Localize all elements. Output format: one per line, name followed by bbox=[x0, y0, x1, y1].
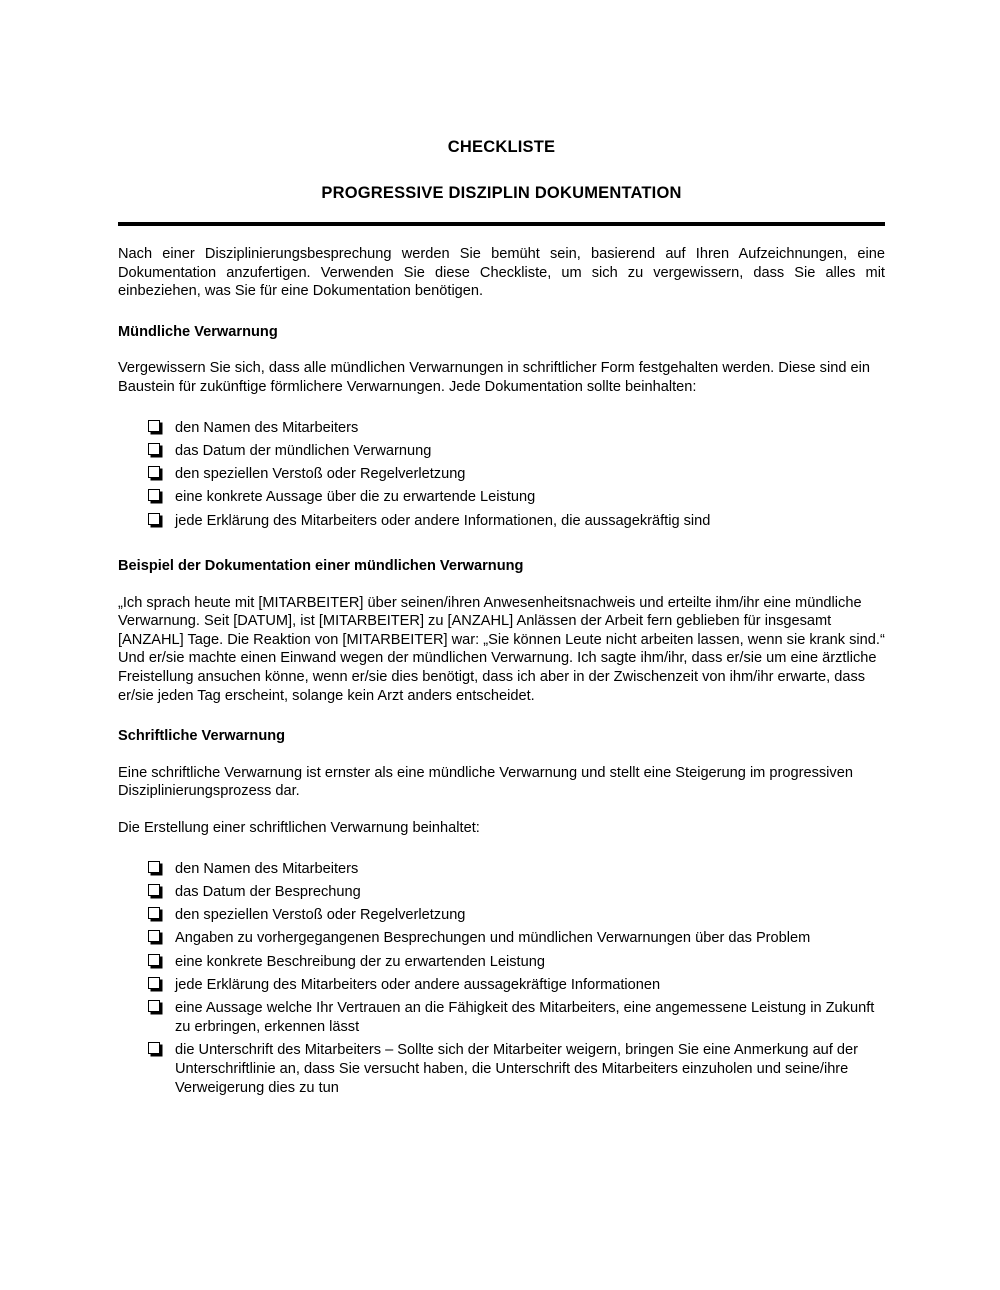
list-item-label: Angaben zu vorhergegangenen Besprechungen und mündlichen Verwarnungen über das Problem bbox=[175, 930, 811, 947]
list-item[interactable] bbox=[118, 976, 885, 995]
list-item[interactable] bbox=[118, 1041, 885, 1097]
intro-paragraph: Nach einer Disziplinierungsbesprechung werden Sie bemüht sein, basierend auf Ihren Aufzeichnungen, eine Dokumentation anzufertigen. Verwenden Sie diese Checkliste, um sich zu vergewissern, dass Sie alles mit einbeziehen, was Sie für eine Dokumentation benötigen. bbox=[118, 246, 885, 300]
checkbox-icon[interactable] bbox=[148, 930, 160, 942]
section-heading-example: Beispiel der Dokumentation einer mündlichen Verwarnung bbox=[118, 558, 524, 575]
checkbox-icon[interactable] bbox=[148, 443, 160, 455]
list-item[interactable] bbox=[118, 488, 885, 507]
list-item[interactable] bbox=[118, 999, 885, 1037]
checkbox-icon[interactable] bbox=[148, 420, 160, 432]
checklist-written-warning bbox=[118, 860, 885, 1098]
page-title: CHECKLISTE bbox=[447, 138, 556, 156]
written-warning-intro: Eine schriftliche Verwarnung ist ernster als eine mündliche Verwarnung und stellt eine Steigerung im progressiven Disziplinierungsprozess dar. bbox=[118, 764, 853, 800]
oral-warning-intro: Vergewissern Sie sich, dass alle mündlichen Verwarnungen in schriftlicher Form festgehalten werden. Diese sind ein Baustein für zukünftige förmlichere Verwarnungen. Jede Dokumentation sollte beinhalten: bbox=[118, 360, 870, 395]
checkbox-icon[interactable] bbox=[148, 954, 160, 966]
list-item[interactable] bbox=[118, 512, 885, 531]
list-item-label: das Datum der mündlichen Verwarnung bbox=[175, 442, 432, 459]
written-warning-lead-in: Die Erstellung einer schriftlichen Verwarnung beinhaltet: bbox=[118, 819, 480, 836]
spacer bbox=[118, 301, 885, 323]
list-item-label: eine konkrete Aussage über die zu erwartende Leistung bbox=[175, 489, 536, 506]
list-item-label: den speziellen Verstoß oder Regelverletzung bbox=[175, 466, 466, 483]
list-item[interactable] bbox=[118, 419, 885, 438]
spacer bbox=[118, 838, 885, 860]
list-item[interactable] bbox=[118, 465, 885, 484]
checkbox-icon[interactable] bbox=[148, 884, 160, 896]
spacer bbox=[118, 705, 885, 727]
list-item-label: das Datum der Besprechung bbox=[175, 883, 361, 900]
checkbox-icon[interactable] bbox=[148, 977, 160, 989]
section-heading-written-warning: Schriftliche Verwarnung bbox=[118, 728, 286, 745]
checklist-oral-warning bbox=[118, 419, 885, 531]
spacer bbox=[118, 341, 885, 359]
list-item-label: die Unterschrift des Mitarbeiters – Sollte sich der Mitarbeiter weigern, bringen Sie eine Anmerkung auf der Unterschriftlinie an, dass Sie versucht haben, die Unterschrift des Mitarbeiters einzuholen und seine/ihre Verweigerung dies zu tun bbox=[175, 1042, 858, 1097]
list-item-label: den speziellen Verstoß oder Regelverletzung bbox=[175, 907, 466, 924]
section-heading-oral-warning: Mündliche Verwarnung bbox=[118, 323, 278, 340]
checkbox-icon[interactable] bbox=[148, 466, 160, 478]
checkbox-icon[interactable] bbox=[148, 861, 160, 873]
spacer bbox=[118, 397, 885, 419]
example-paragraph: „Ich sprach heute mit [MITARBEITER] über seinen/ihren Anwesenheitsnachweis und erteilte ihm/ihr eine mündliche Verwarnung. Seit [DATUM], ist [MITARBEITER] zu [ANZAHL] Anlässen der Arbeit fern geblieben für insgesamt [ANZAHL] Tage. Die Reaktion von [MITARBEITER] war: „Sie können Leute nicht arbeiten lassen, wenn sie krank sind.“ Und er/sie machte einen Einwand wegen der mündlichen Verwarnung. Ich sagte ihm/ihr, dass er/sie um eine ärztliche Freistellung ansuchen könne, wenn er/sie dies benötigt, dass ich aber in der Zwischenzeit von ihm/ihr erwarte, dass er/sie jeden Tag erscheint, solange kein Arzt anders entscheidet. bbox=[118, 594, 885, 704]
checkbox-icon[interactable] bbox=[148, 1042, 160, 1054]
list-item[interactable] bbox=[118, 906, 885, 925]
document-content bbox=[118, 0, 885, 1102]
list-item[interactable] bbox=[118, 953, 885, 972]
list-item[interactable] bbox=[118, 929, 885, 948]
list-item-label: jede Erklärung des Mitarbeiters oder andere aussagekräftige Informationen bbox=[175, 977, 661, 994]
spacer bbox=[118, 746, 885, 764]
list-item-label: jede Erklärung des Mitarbeiters oder andere Informationen, die aussagekräftig sind bbox=[175, 512, 711, 529]
checkbox-icon[interactable] bbox=[148, 1000, 160, 1012]
list-item[interactable] bbox=[118, 860, 885, 879]
spacer bbox=[118, 535, 885, 557]
list-item-label: den Namen des Mitarbeiters bbox=[175, 419, 359, 436]
page-subtitle: PROGRESSIVE DISZIPLIN DOKUMENTATION bbox=[321, 183, 682, 202]
spacer bbox=[118, 801, 885, 819]
list-item-label: den Namen des Mitarbeiters bbox=[175, 860, 359, 877]
list-item[interactable] bbox=[118, 883, 885, 902]
spacer bbox=[118, 226, 885, 245]
checkbox-icon[interactable] bbox=[148, 489, 160, 501]
spacer bbox=[118, 576, 885, 594]
checkbox-icon[interactable] bbox=[148, 513, 160, 525]
list-item-label: eine Aussage welche Ihr Vertrauen an die Fähigkeit des Mitarbeiters, eine angemessene Leistung in Zukunft zu erbringen, erkennen lässt bbox=[175, 1000, 875, 1036]
checkbox-icon[interactable] bbox=[148, 907, 160, 919]
list-item-label: eine konkrete Beschreibung der zu erwartenden Leistung bbox=[175, 953, 545, 970]
list-item[interactable] bbox=[118, 442, 885, 461]
